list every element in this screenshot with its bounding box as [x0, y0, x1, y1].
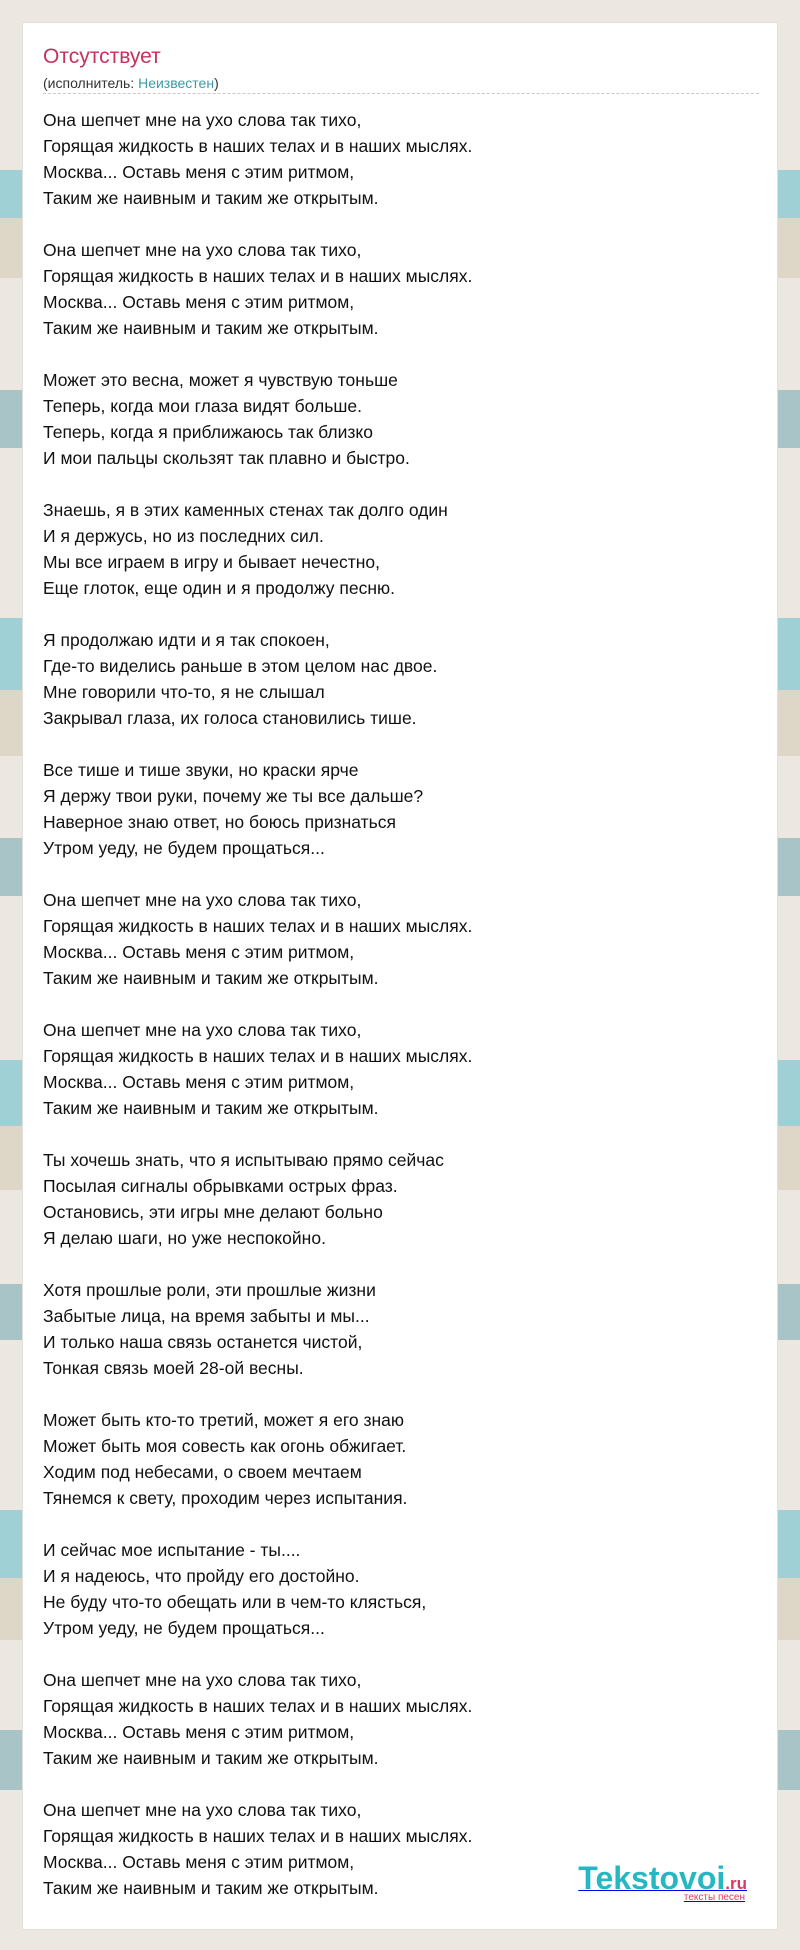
lyric-line: Она шепчет мне на ухо слова так тихо,: [43, 240, 362, 260]
lyric-line: Москва... Оставь меня с этим ритмом,: [43, 1722, 355, 1742]
logo-name: Tekstovoi: [578, 1860, 726, 1896]
lyric-line: Она шепчет мне на ухо слова так тихо,: [43, 110, 362, 130]
lyric-line: Москва... Оставь меня с этим ритмом,: [43, 162, 355, 182]
lyric-line: Таким же наивным и таким же открытым.: [43, 318, 379, 338]
lyric-line: Я делаю шаги, но уже неспокойно.: [43, 1228, 326, 1248]
lyrics-stanza: [43, 1017, 743, 1121]
lyric-line: Она шепчет мне на ухо слова так тихо,: [43, 890, 362, 910]
lyric-line: Тонкая связь моей 28-ой весны.: [43, 1358, 304, 1378]
lyric-line: Теперь, когда я приближаюсь так близко: [43, 422, 373, 442]
lyric-line: Горящая жидкость в наших телах и в наших мыслях.: [43, 266, 473, 286]
lyric-line: И я держусь, но из последних сил.: [43, 526, 324, 546]
lyric-line: Я продолжаю идти и я так спокоен,: [43, 630, 330, 650]
lyric-line: Горящая жидкость в наших телах и в наших мыслях.: [43, 136, 473, 156]
lyrics-stanza: [43, 1667, 743, 1771]
lyrics-stanza: [43, 627, 743, 731]
lyric-line: Я держу твои руки, почему же ты все дальше?: [43, 786, 424, 806]
logo-wordmark: [578, 1862, 747, 1894]
lyric-line: Может это весна, может я чувствую тоньше: [43, 370, 398, 390]
lyric-line: Остановись, эти игры мне делают больно: [43, 1202, 383, 1222]
lyric-line: Закрывал глаза, их голоса становились тише.: [43, 708, 417, 728]
lyric-line: Таким же наивным и таким же открытым.: [43, 968, 379, 988]
lyric-line: Утром уеду, не будем прощаться...: [43, 838, 325, 858]
artist-link[interactable]: Неизвестен: [138, 75, 215, 91]
lyric-line: Горящая жидкость в наших телах и в наших мыслях.: [43, 1046, 473, 1066]
lyrics-stanza: [43, 757, 743, 861]
lyric-line: Может быть моя совесть как огонь обжигает.: [43, 1436, 407, 1456]
lyric-line: Москва... Оставь меня с этим ритмом,: [43, 1852, 355, 1872]
lyric-line: Горящая жидкость в наших телах и в наших мыслях.: [43, 916, 473, 936]
lyrics-stanza: [43, 1277, 743, 1381]
lyric-line: Таким же наивным и таким же открытым.: [43, 1098, 379, 1118]
lyric-line: Москва... Оставь меня с этим ритмом,: [43, 292, 355, 312]
lyric-line: Наверное знаю ответ, но боюсь признаться: [43, 812, 396, 832]
lyric-line: Еще глоток, еще один и я продолжу песню.: [43, 578, 395, 598]
artist-suffix: ): [214, 75, 219, 91]
lyrics-body: [43, 107, 743, 1927]
lyrics-stanza: [43, 237, 743, 341]
lyric-line: И мои пальцы скользят так плавно и быстро.: [43, 448, 410, 468]
lyrics-stanza: [43, 887, 743, 991]
lyric-line: Где-то виделись раньше в этом целом нас двое.: [43, 656, 438, 676]
artist-prefix: (исполнитель:: [43, 75, 139, 91]
logo-tld: .ru: [725, 1874, 747, 1893]
site-logo[interactable]: [578, 1862, 747, 1903]
song-title: Отсутствует: [43, 45, 161, 68]
lyric-line: Она шепчет мне на ухо слова так тихо,: [43, 1670, 362, 1690]
lyric-line: Тянемся к свету, проходим через испытания.: [43, 1488, 408, 1508]
artist-line: [43, 75, 219, 91]
lyric-line: Горящая жидкость в наших телах и в наших мыслях.: [43, 1696, 473, 1716]
lyric-line: Ты хочешь знать, что я испытываю прямо сейчас: [43, 1150, 444, 1170]
lyric-line: Таким же наивным и таким же открытым.: [43, 1878, 379, 1898]
lyric-line: Мы все играем в игру и бывает нечестно,: [43, 552, 380, 572]
lyrics-stanza: [43, 497, 743, 601]
lyric-line: Может быть кто-то третий, может я его знаю: [43, 1410, 404, 1430]
lyrics-stanza: [43, 1537, 743, 1641]
lyrics-stanza: [43, 367, 743, 471]
logo-tagline: тексты песен: [683, 1892, 745, 1903]
lyric-line: И сейчас мое испытание - ты....: [43, 1540, 301, 1560]
lyric-line: Она шепчет мне на ухо слова так тихо,: [43, 1800, 362, 1820]
lyric-line: Ходим под небесами, о своем мечтаем: [43, 1462, 362, 1482]
lyrics-stanza: [43, 107, 743, 211]
lyric-line: Мне говорили что-то, я не слышал: [43, 682, 325, 702]
lyric-line: Горящая жидкость в наших телах и в наших мыслях.: [43, 1826, 473, 1846]
lyric-line: Посылая сигналы обрывками острых фраз.: [43, 1176, 398, 1196]
lyric-line: Таким же наивным и таким же открытым.: [43, 188, 379, 208]
lyric-line: Утром уеду, не будем прощаться...: [43, 1618, 325, 1638]
header-divider: [43, 93, 759, 94]
lyric-line: Знаешь, я в этих каменных стенах так долго один: [43, 500, 448, 520]
lyric-line: Забытые лица, на время забыты и мы...: [43, 1306, 370, 1326]
lyric-line: Москва... Оставь меня с этим ритмом,: [43, 942, 355, 962]
lyric-line: Хотя прошлые роли, эти прошлые жизни: [43, 1280, 376, 1300]
lyric-line: Таким же наивным и таким же открытым.: [43, 1748, 379, 1768]
lyric-line: И только наша связь останется чистой,: [43, 1332, 363, 1352]
lyrics-stanza: [43, 1407, 743, 1511]
lyrics-card: [22, 22, 778, 1930]
lyric-line: Теперь, когда мои глаза видят больше.: [43, 396, 362, 416]
lyric-line: Москва... Оставь меня с этим ритмом,: [43, 1072, 355, 1092]
lyric-line: И я надеюсь, что пройду его достойно.: [43, 1566, 360, 1586]
lyric-line: Все тише и тише звуки, но краски ярче: [43, 760, 359, 780]
lyric-line: Не буду что-то обещать или в чем-то клясться,: [43, 1592, 427, 1612]
lyrics-stanza: [43, 1147, 743, 1251]
lyric-line: Она шепчет мне на ухо слова так тихо,: [43, 1020, 362, 1040]
